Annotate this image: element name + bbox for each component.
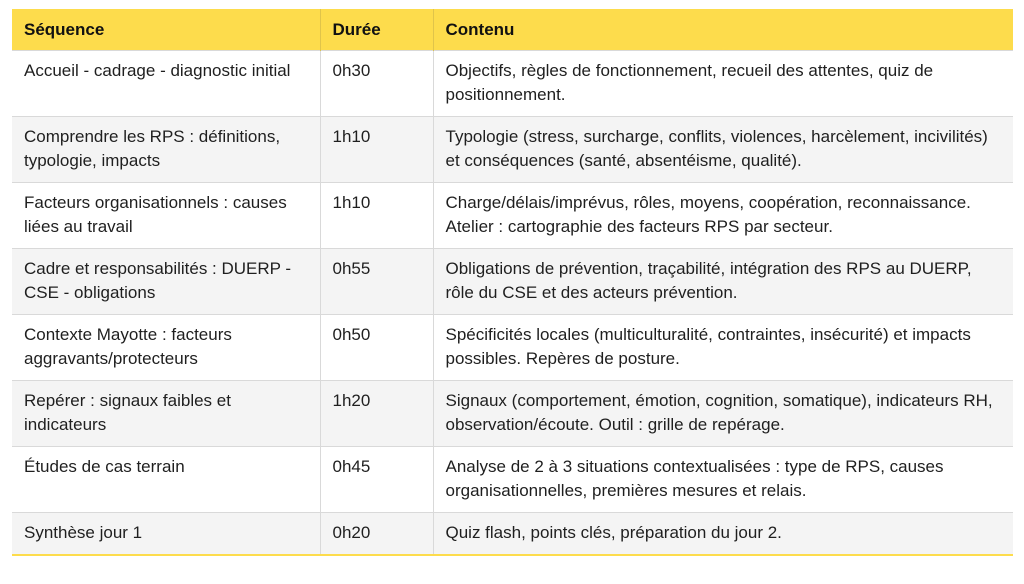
table-row [12,183,1013,249]
cell-contenu: Analyse de 2 à 3 situations contextualisées : type de RPS, causes organisationnelles, premières mesures et relais. [433,447,1013,513]
cell-sequence: Repérer : signaux faibles et indicateurs [12,381,320,447]
cell-sequence: Accueil - cadrage - diagnostic initial [12,51,320,117]
schedule-table [12,9,1013,556]
cell-duree: 0h30 [320,51,433,117]
cell-contenu: Spécificités locales (multiculturalité, contraintes, insécurité) et impacts possibles. Repères de posture. [433,315,1013,381]
cell-duree: 0h20 [320,513,433,556]
cell-contenu: Signaux (comportement, émotion, cognition, somatique), indicateurs RH, observation/écoute. Outil : grille de repérage. [433,381,1013,447]
table-row [12,249,1013,315]
table-header [12,9,1013,51]
table-row [12,117,1013,183]
cell-duree: 1h10 [320,183,433,249]
cell-sequence: Contexte Mayotte : facteurs aggravants/protecteurs [12,315,320,381]
cell-sequence: Études de cas terrain [12,447,320,513]
header-sequence: Séquence [12,9,320,51]
cell-duree: 0h55 [320,249,433,315]
cell-contenu: Quiz flash, points clés, préparation du jour 2. [433,513,1013,556]
header-contenu: Contenu [433,9,1013,51]
cell-contenu: Charge/délais/imprévus, rôles, moyens, coopération, reconnaissance. Atelier : cartographie des facteurs RPS par secteur. [433,183,1013,249]
table-row [12,513,1013,556]
cell-contenu: Obligations de prévention, traçabilité, intégration des RPS au DUERP, rôle du CSE et des acteurs prévention. [433,249,1013,315]
cell-duree: 0h50 [320,315,433,381]
table-row [12,447,1013,513]
table-row [12,51,1013,117]
table-row [12,315,1013,381]
header-row [12,9,1013,51]
table-body [12,51,1013,556]
cell-sequence: Synthèse jour 1 [12,513,320,556]
cell-duree: 0h45 [320,447,433,513]
header-duree: Durée [320,9,433,51]
cell-sequence: Facteurs organisationnels : causes liées au travail [12,183,320,249]
schedule-table-container [12,9,1013,556]
cell-duree: 1h20 [320,381,433,447]
cell-sequence: Comprendre les RPS : définitions, typologie, impacts [12,117,320,183]
table-row [12,381,1013,447]
cell-duree: 1h10 [320,117,433,183]
cell-contenu: Typologie (stress, surcharge, conflits, violences, harcèlement, incivilités) et conséquences (santé, absentéisme, qualité). [433,117,1013,183]
cell-sequence: Cadre et responsabilités : DUERP - CSE - obligations [12,249,320,315]
cell-contenu: Objectifs, règles de fonctionnement, recueil des attentes, quiz de positionnement. [433,51,1013,117]
